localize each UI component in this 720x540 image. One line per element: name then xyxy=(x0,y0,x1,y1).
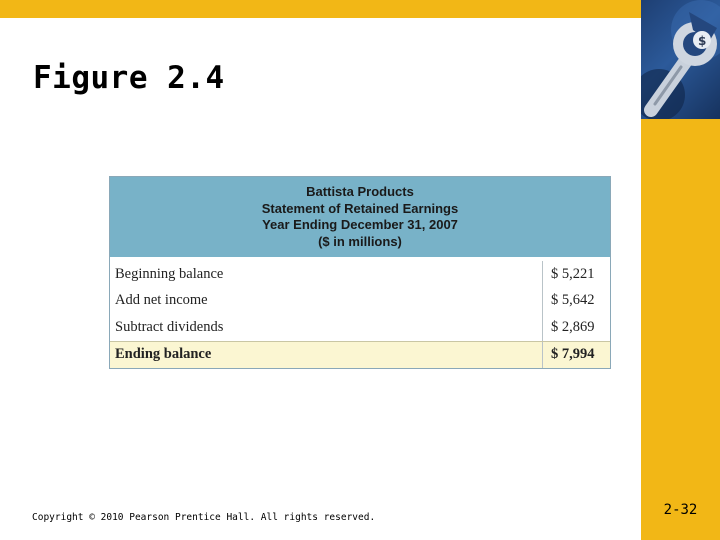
table-row xyxy=(110,314,610,341)
row-label: Ending balance xyxy=(115,346,212,363)
page-number: 2-32 xyxy=(663,502,698,518)
table-row xyxy=(110,261,610,288)
slide-title: Figure 2.4 xyxy=(33,60,225,96)
statement-period: Year Ending December 31, 2007 xyxy=(262,217,458,232)
company-name: Battista Products xyxy=(306,184,414,199)
row-label: Add net income xyxy=(115,292,208,309)
table-row xyxy=(110,288,610,315)
row-value: $ 5,642 xyxy=(542,288,610,315)
statement-units: ($ in millions) xyxy=(318,233,402,249)
statement-name: Statement of Retained Earnings xyxy=(261,200,459,216)
retained-earnings-statement xyxy=(109,176,611,369)
row-value: $ 2,869 xyxy=(542,314,610,341)
total-row xyxy=(110,341,610,369)
row-label: Beginning balance xyxy=(115,265,224,282)
copyright-footer: Copyright © 2010 Pearson Prentice Hall. All rights reserved. xyxy=(32,512,376,523)
statement-header xyxy=(110,177,610,257)
svg-text:$: $ xyxy=(698,34,707,48)
wrench-dollar-icon xyxy=(641,0,720,119)
top-accent-bar xyxy=(0,0,641,18)
row-value: $ 7,994 xyxy=(542,342,610,369)
row-value: $ 5,221 xyxy=(542,261,610,288)
row-label: Subtract dividends xyxy=(115,318,224,335)
